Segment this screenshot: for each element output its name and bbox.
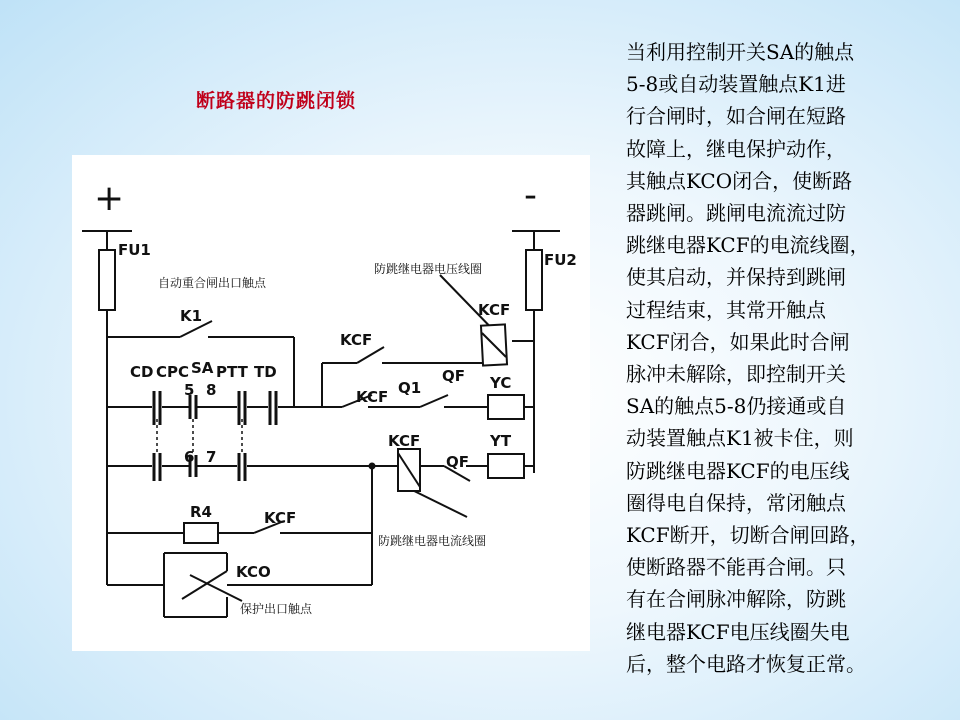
- slide-title: 断路器的防跳闭锁: [196, 90, 357, 112]
- label-q1: Q1: [398, 379, 422, 397]
- annotation-current-coil: 防跳继电器电流线圈: [378, 534, 487, 548]
- label-r4: R4: [190, 503, 212, 521]
- description-line: 故障上，继电保护动作，: [626, 136, 846, 161]
- description-line: 过程结束，其常开触点: [626, 297, 826, 322]
- label-contact-5: 5: [184, 381, 195, 399]
- negative-terminal: -: [524, 175, 537, 216]
- description-line: 行合闸时，如合闸在短路: [626, 104, 846, 129]
- circuit-diagram: [72, 155, 590, 651]
- label-contact-8: 8: [206, 381, 217, 399]
- contact-bars: [154, 391, 276, 481]
- yc-coil: [488, 395, 524, 419]
- description-line: 器跳闸。跳闸电流流过防: [626, 201, 846, 226]
- coils: [184, 324, 524, 543]
- description-text: [626, 36, 926, 680]
- description-line: 有在合闸脉冲解除，防跳: [626, 587, 846, 612]
- description-line: 跳继电器KCF的电流线圈，: [626, 233, 870, 258]
- annotation-voltage-coil: 防跳继电器电压线圈: [374, 262, 483, 276]
- description-line: 防跳继电器KCF的电压线: [626, 458, 850, 483]
- junction-dot: [369, 463, 376, 470]
- label-fu2: FU2: [544, 251, 577, 269]
- description-line: 5-8或自动装置触点K1进: [626, 72, 846, 97]
- label-kcf-break: KCF: [356, 388, 389, 406]
- label-kco: KCO: [236, 563, 271, 581]
- description-line: 后，整个电路才恢复正常。: [626, 651, 866, 676]
- label-fu1: FU1: [118, 241, 151, 259]
- annotation-protection-contact: 保护出口触点: [240, 602, 313, 616]
- circuit-svg: [72, 155, 590, 651]
- label-kcf-voltage-coil: KCF: [478, 301, 511, 319]
- fuse-fu1: [99, 250, 115, 310]
- positive-terminal: +: [94, 178, 125, 219]
- description-line: 脉冲未解除，即控制开关: [626, 362, 846, 387]
- label-ptt: PTT: [216, 363, 248, 381]
- label-kcf-current-coil: KCF: [388, 432, 421, 450]
- description-line: 继电器KCF电压线圈失电: [626, 619, 850, 644]
- label-cd: CD: [130, 363, 154, 381]
- description-line: SA的触点5-8仍接通或自: [626, 394, 847, 419]
- description-line: 当利用控制开关SA的触点: [626, 40, 855, 64]
- description-line: 圈得电自保持，常闭触点: [626, 490, 846, 515]
- description-line: 动装置触点K1被卡住，则: [626, 426, 854, 451]
- description-line: 使其启动，并保持到跳闸: [626, 265, 846, 290]
- label-td: TD: [254, 363, 277, 381]
- label-qf-close: QF: [442, 367, 465, 385]
- description-line: 其触点KCO闭合，使断路: [626, 168, 853, 193]
- description-line: 使断路器不能再合闸。只: [626, 555, 846, 580]
- r4-resistor: [184, 523, 218, 543]
- label-k1: K1: [180, 307, 203, 325]
- label-kcf-contact: KCF: [340, 331, 373, 349]
- label-yt: YT: [490, 432, 512, 450]
- annotation-reclose-contact: 自动重合闸出口触点: [158, 276, 267, 290]
- contact-dashes: [157, 419, 242, 455]
- description-line: KCF断开，切断合闸回路，: [626, 523, 870, 548]
- yt-coil: [488, 454, 524, 478]
- label-cpc: CPC: [156, 363, 190, 381]
- label-contact-6: 6: [184, 448, 195, 466]
- label-yc: YC: [490, 374, 512, 392]
- label-qf-trip: QF: [446, 453, 469, 471]
- fuse-fu2: [526, 250, 542, 310]
- label-kcf-self-hold: KCF: [264, 509, 297, 527]
- label-sa: SA: [191, 359, 214, 377]
- description-line: KCF闭合，如果此时合闸: [626, 329, 850, 354]
- label-contact-7: 7: [206, 448, 217, 466]
